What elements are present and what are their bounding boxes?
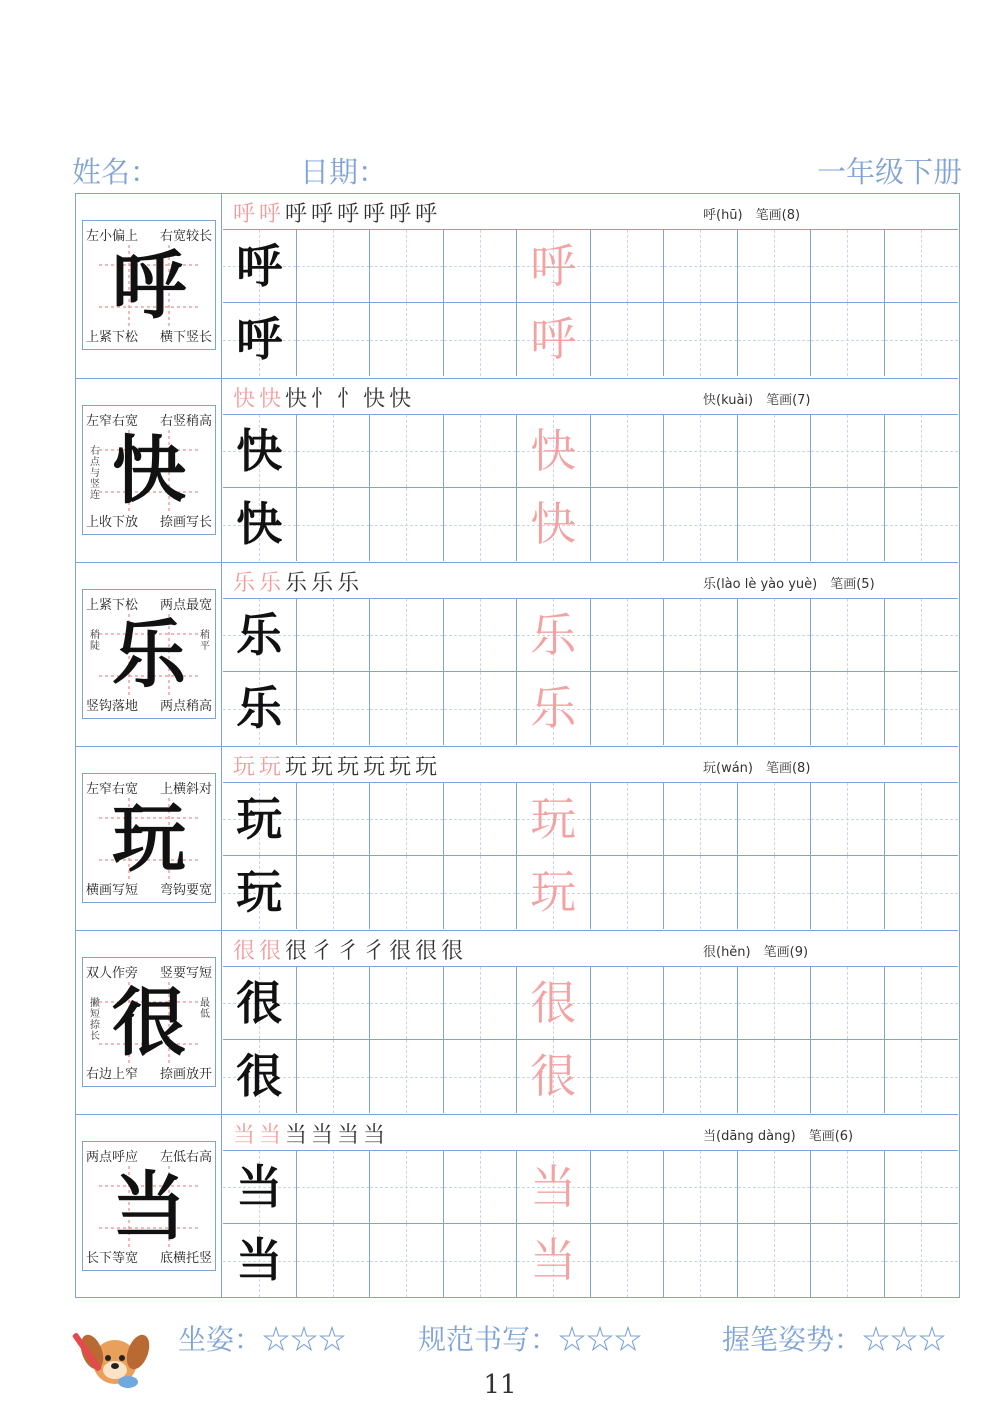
stroke-step: 忄 — [337, 387, 364, 412]
writing-cell[interactable] — [444, 1224, 518, 1297]
writing-cell[interactable] — [664, 1224, 738, 1297]
stroke-step: 呼 — [389, 202, 416, 227]
grip-rating: 握笔姿势：☆☆☆ — [722, 1323, 947, 1356]
character-info: 快(kuài) 笔画(7) — [703, 393, 811, 408]
writing-tip: 竖要写短 — [159, 966, 212, 981]
writing-tip: 长下等宽 — [86, 1251, 139, 1266]
writing-cell[interactable] — [223, 599, 297, 672]
writing-cell[interactable] — [517, 415, 591, 488]
model-column — [76, 931, 222, 1114]
writing-cell[interactable] — [664, 1040, 738, 1113]
writing-cell[interactable] — [297, 783, 371, 856]
stroke-order-strip — [223, 194, 958, 230]
writing-tip: 上收下放 — [86, 515, 139, 530]
trace-character: 快 — [530, 497, 577, 551]
writing-cell[interactable] — [664, 856, 738, 929]
writing-cell[interactable] — [591, 599, 665, 672]
practice-grid — [223, 230, 958, 376]
practice-sheet — [75, 193, 960, 1298]
writing-cell[interactable] — [517, 1151, 591, 1224]
stroke-step: 很 — [285, 939, 312, 964]
writing-cell[interactable] — [370, 783, 444, 856]
writing-cell[interactable] — [297, 1040, 371, 1113]
stroke-step: 呼 — [415, 202, 442, 227]
practice-row — [76, 1114, 958, 1298]
writing-cell[interactable] — [738, 415, 812, 488]
writing-cell[interactable] — [885, 230, 959, 303]
writing-cell[interactable] — [370, 488, 444, 561]
stroke-sequence — [233, 934, 467, 965]
trace-character: 玩 — [530, 865, 577, 919]
writing-cell[interactable] — [370, 967, 444, 1040]
writing-cell[interactable] — [885, 1224, 959, 1297]
stroke-step: 快 — [233, 387, 260, 412]
writing-cell[interactable] — [591, 415, 665, 488]
writing-cell[interactable] — [738, 1224, 812, 1297]
writing-cell[interactable] — [370, 1224, 444, 1297]
trace-character: 乐 — [530, 608, 577, 662]
stroke-step: 玩 — [233, 755, 260, 780]
stroke-step: 呼 — [337, 202, 364, 227]
writing-cell[interactable] — [811, 1040, 885, 1113]
writing-cell[interactable] — [738, 230, 812, 303]
writing-tip: 弯钩要宽 — [159, 883, 212, 898]
stroke-order-strip — [223, 1115, 958, 1151]
writing-cell[interactable] — [591, 672, 665, 745]
writing-cell[interactable] — [223, 1151, 297, 1224]
writing-cell[interactable] — [885, 856, 959, 929]
model-guide — [99, 1166, 199, 1248]
writing-cell[interactable] — [591, 783, 665, 856]
writing-tip: 底横托竖 — [159, 1251, 212, 1266]
model-column — [76, 747, 222, 930]
practice-grid — [223, 415, 958, 561]
writing-cell[interactable] — [297, 599, 371, 672]
model-character: 乐 — [112, 612, 186, 698]
trace-character: 呼 — [530, 312, 577, 366]
trace-character: 很 — [530, 1049, 577, 1103]
writing-cell[interactable] — [664, 230, 738, 303]
model-column — [76, 563, 222, 746]
trace-character: 呼 — [530, 239, 577, 293]
stroke-step: 呼 — [259, 202, 286, 227]
trace-character: 玩 — [530, 792, 577, 846]
stroke-step: 乐 — [337, 571, 364, 596]
trace-character: 当 — [530, 1160, 577, 1214]
writing-cell[interactable] — [811, 1151, 885, 1224]
stroke-step: 当 — [363, 1123, 390, 1148]
writing-cell[interactable] — [223, 967, 297, 1040]
writing-tip: 左小偏上 — [86, 229, 139, 244]
stroke-order-strip — [223, 563, 958, 599]
model-note: 稍陡 — [90, 630, 100, 652]
model-card — [82, 773, 216, 903]
writing-tip: 横画写短 — [86, 883, 139, 898]
stroke-step: 乐 — [233, 571, 260, 596]
stroke-order-strip — [223, 747, 958, 783]
writing-cell[interactable] — [811, 415, 885, 488]
writing-tip: 横下竖长 — [159, 330, 212, 345]
writing-cell[interactable] — [444, 230, 518, 303]
writing-cell[interactable] — [517, 1224, 591, 1297]
writing-cell[interactable] — [297, 230, 371, 303]
writing-cell[interactable] — [517, 599, 591, 672]
writing-cell[interactable] — [223, 672, 297, 745]
stroke-step: 很 — [389, 939, 416, 964]
writing-tip: 上紧下松 — [86, 598, 139, 613]
writing-cell[interactable] — [297, 488, 371, 561]
writing-cell[interactable] — [517, 303, 591, 376]
stroke-step: 快 — [259, 387, 286, 412]
model-column — [76, 379, 222, 562]
writing-cell[interactable] — [885, 783, 959, 856]
writing-cell[interactable] — [885, 488, 959, 561]
writing-cell[interactable] — [811, 488, 885, 561]
model-note: 稍平 — [200, 630, 210, 652]
writing-cell[interactable] — [297, 1224, 371, 1297]
sample-character: 当 — [236, 1160, 283, 1214]
stroke-step: 当 — [311, 1123, 338, 1148]
model-note: 最低 — [200, 998, 210, 1020]
model-note: 撇短捺长 — [90, 998, 100, 1042]
model-guide — [99, 245, 199, 327]
writing-cell[interactable] — [297, 303, 371, 376]
stroke-step: 很 — [259, 939, 286, 964]
stroke-step: 玩 — [363, 755, 390, 780]
stroke-order-strip — [223, 379, 958, 415]
writing-cell[interactable] — [738, 856, 812, 929]
practice-grid — [223, 599, 958, 745]
writing-cell[interactable] — [223, 856, 297, 929]
model-column — [76, 194, 222, 378]
practice-row — [76, 378, 958, 562]
sample-character: 当 — [236, 1233, 283, 1287]
writing-tip: 双人作旁 — [86, 966, 139, 981]
character-info: 当(dāng dàng) 笔画(6) — [703, 1129, 854, 1144]
stroke-step: 很 — [233, 939, 260, 964]
stroke-order-strip — [223, 931, 958, 967]
writing-cell[interactable] — [738, 1040, 812, 1113]
writing-cell[interactable] — [517, 672, 591, 745]
writing-cell[interactable] — [444, 415, 518, 488]
writing-tip: 两点最宽 — [159, 598, 212, 613]
writing-cell[interactable] — [444, 1151, 518, 1224]
stroke-step: 呼 — [311, 202, 338, 227]
sample-character: 很 — [236, 976, 283, 1030]
stroke-step: 彳 — [337, 939, 364, 964]
date-label: 日期： — [300, 155, 388, 189]
stroke-step: 乐 — [285, 571, 312, 596]
stroke-step: 彳 — [311, 939, 338, 964]
model-guide — [99, 982, 199, 1064]
evaluation-footer — [0, 1318, 1000, 1368]
sample-character: 很 — [236, 1049, 283, 1103]
writing-tip: 左窄右宽 — [86, 414, 139, 429]
model-character: 玩 — [112, 796, 186, 882]
writing-cell[interactable] — [297, 967, 371, 1040]
writing-cell[interactable] — [444, 488, 518, 561]
writing-cell[interactable] — [885, 1151, 959, 1224]
writing-cell[interactable] — [738, 967, 812, 1040]
stroke-step: 玩 — [285, 755, 312, 780]
writing-cell[interactable] — [591, 303, 665, 376]
model-card — [82, 589, 216, 719]
writing-cell[interactable] — [885, 967, 959, 1040]
sample-character: 乐 — [236, 681, 283, 735]
writing-cell[interactable] — [591, 1040, 665, 1113]
writing-tip: 捺画放开 — [159, 1067, 212, 1082]
writing-cell[interactable] — [885, 672, 959, 745]
trace-character: 当 — [530, 1233, 577, 1287]
writing-tip: 捺画写长 — [159, 515, 212, 530]
writing-cell[interactable] — [297, 415, 371, 488]
sample-character: 玩 — [236, 865, 283, 919]
stroke-step: 呼 — [285, 202, 312, 227]
stroke-step: 当 — [285, 1123, 312, 1148]
writing-cell[interactable] — [517, 1040, 591, 1113]
writing-cell[interactable] — [738, 303, 812, 376]
stroke-step: 很 — [441, 939, 468, 964]
stroke-step: 快 — [363, 387, 390, 412]
writing-cell[interactable] — [223, 783, 297, 856]
posture-rating: 坐姿：☆☆☆ — [178, 1323, 347, 1356]
trace-character: 很 — [530, 976, 577, 1030]
model-character: 快 — [112, 428, 186, 514]
writing-cell[interactable] — [370, 303, 444, 376]
writing-cell[interactable] — [664, 415, 738, 488]
writing-cell[interactable] — [444, 856, 518, 929]
writing-cell[interactable] — [370, 856, 444, 929]
stroke-step: 乐 — [311, 571, 338, 596]
writing-cell[interactable] — [517, 856, 591, 929]
writing-cell[interactable] — [297, 856, 371, 929]
writing-tip: 两点呼应 — [86, 1150, 139, 1165]
stroke-step: 乐 — [259, 571, 286, 596]
writing-cell[interactable] — [444, 967, 518, 1040]
writing-cell[interactable] — [811, 599, 885, 672]
character-info: 玩(wán) 笔画(8) — [703, 761, 811, 776]
writing-cell[interactable] — [591, 856, 665, 929]
writing-tip: 两点稍高 — [159, 699, 212, 714]
writing-tip: 右边上窄 — [86, 1067, 139, 1082]
writing-cell[interactable] — [591, 488, 665, 561]
stroke-step: 当 — [233, 1123, 260, 1148]
writing-cell[interactable] — [591, 230, 665, 303]
model-note: 右点与竖连 — [90, 446, 100, 501]
sample-character: 快 — [236, 497, 283, 551]
sample-character: 快 — [236, 424, 283, 478]
writing-cell[interactable] — [370, 230, 444, 303]
writing-cell[interactable] — [591, 1224, 665, 1297]
writing-cell[interactable] — [664, 1151, 738, 1224]
practice-grid — [223, 1151, 958, 1297]
stroke-step: 玩 — [259, 755, 286, 780]
writing-cell[interactable] — [664, 783, 738, 856]
writing-tip: 上紧下松 — [86, 330, 139, 345]
writing-cell[interactable] — [811, 783, 885, 856]
stroke-step: 呼 — [363, 202, 390, 227]
writing-cell[interactable] — [223, 303, 297, 376]
writing-cell[interactable] — [664, 599, 738, 672]
writing-cell[interactable] — [517, 967, 591, 1040]
name-label: 姓名： — [72, 155, 160, 189]
writing-cell[interactable] — [885, 599, 959, 672]
practice-grid — [223, 967, 958, 1113]
writing-cell[interactable] — [223, 1224, 297, 1297]
model-guide — [99, 798, 199, 880]
writing-cell[interactable] — [664, 303, 738, 376]
writing-cell[interactable] — [664, 672, 738, 745]
practice-row — [76, 194, 958, 378]
character-info: 很(hěn) 笔画(9) — [703, 945, 809, 960]
trace-character: 快 — [530, 424, 577, 478]
writing-cell[interactable] — [591, 1151, 665, 1224]
writing-cell[interactable] — [738, 599, 812, 672]
grade-label: 一年级下册 — [816, 155, 962, 189]
sample-character: 呼 — [236, 239, 283, 293]
writing-cell[interactable] — [811, 1224, 885, 1297]
writing-cell[interactable] — [223, 230, 297, 303]
writing-cell[interactable] — [738, 488, 812, 561]
practice-row — [76, 562, 958, 746]
practice-row — [76, 746, 958, 930]
writing-cell[interactable] — [811, 672, 885, 745]
writing-cell[interactable] — [223, 415, 297, 488]
model-character: 很 — [112, 980, 186, 1066]
writing-cell[interactable] — [811, 303, 885, 376]
writing-cell[interactable] — [370, 1040, 444, 1113]
model-card — [82, 405, 216, 535]
stroke-step: 当 — [259, 1123, 286, 1148]
writing-cell[interactable] — [297, 1151, 371, 1224]
writing-cell[interactable] — [885, 415, 959, 488]
stroke-step: 呼 — [233, 202, 260, 227]
writing-rating: 规范书写：☆☆☆ — [418, 1323, 643, 1356]
writing-cell[interactable] — [444, 303, 518, 376]
model-guide — [99, 430, 199, 512]
trace-character: 乐 — [530, 681, 577, 735]
sample-character: 玩 — [236, 792, 283, 846]
writing-cell[interactable] — [738, 1151, 812, 1224]
writing-cell[interactable] — [517, 783, 591, 856]
writing-cell[interactable] — [517, 488, 591, 561]
stroke-step: 玩 — [311, 755, 338, 780]
practice-row — [76, 930, 958, 1114]
model-guide — [99, 614, 199, 696]
practice-grid — [223, 783, 958, 929]
writing-cell[interactable] — [738, 672, 812, 745]
writing-cell[interactable] — [811, 967, 885, 1040]
character-info: 呼(hū) 笔画(8) — [703, 208, 801, 223]
page-header — [72, 150, 962, 194]
writing-tip: 右竖稍高 — [159, 414, 212, 429]
page-number: 11 — [483, 1370, 517, 1400]
writing-cell[interactable] — [297, 672, 371, 745]
sample-character: 呼 — [236, 312, 283, 366]
writing-cell[interactable] — [370, 599, 444, 672]
writing-cell[interactable] — [591, 967, 665, 1040]
writing-tip: 右宽较长 — [159, 229, 212, 244]
writing-cell[interactable] — [370, 672, 444, 745]
writing-cell[interactable] — [370, 415, 444, 488]
writing-tip: 上横斜对 — [159, 782, 212, 797]
character-info: 乐(lào lè yào yuè) 笔画(5) — [703, 577, 875, 592]
model-character: 呼 — [112, 243, 186, 329]
stroke-step: 当 — [337, 1123, 364, 1148]
stroke-step: 很 — [415, 939, 442, 964]
writing-cell[interactable] — [444, 1040, 518, 1113]
model-character: 当 — [112, 1164, 186, 1250]
writing-cell[interactable] — [885, 1040, 959, 1113]
writing-cell[interactable] — [811, 230, 885, 303]
stroke-step: 快 — [285, 387, 312, 412]
sample-character: 乐 — [236, 608, 283, 662]
writing-cell[interactable] — [444, 672, 518, 745]
stroke-step: 玩 — [389, 755, 416, 780]
writing-cell[interactable] — [738, 783, 812, 856]
stroke-sequence — [233, 382, 415, 413]
writing-cell[interactable] — [223, 1040, 297, 1113]
stroke-step: 快 — [389, 387, 416, 412]
writing-cell[interactable] — [444, 599, 518, 672]
stroke-sequence — [233, 566, 363, 597]
writing-cell[interactable] — [811, 856, 885, 929]
stroke-step: 玩 — [337, 755, 364, 780]
stroke-step: 彳 — [363, 939, 390, 964]
stroke-step: 忄 — [311, 387, 338, 412]
writing-cell[interactable] — [370, 1151, 444, 1224]
model-card — [82, 220, 216, 350]
writing-cell[interactable] — [223, 488, 297, 561]
model-column — [76, 1115, 222, 1298]
writing-cell[interactable] — [885, 303, 959, 376]
writing-cell[interactable] — [517, 230, 591, 303]
writing-cell[interactable] — [664, 488, 738, 561]
writing-tip: 左低右高 — [159, 1150, 212, 1165]
model-card — [82, 957, 216, 1087]
writing-tip: 左窄右宽 — [86, 782, 139, 797]
stroke-sequence — [233, 197, 441, 228]
stroke-step: 玩 — [415, 755, 442, 780]
model-card — [82, 1141, 216, 1271]
writing-cell[interactable] — [664, 967, 738, 1040]
stroke-sequence — [233, 750, 441, 781]
writing-cell[interactable] — [444, 783, 518, 856]
stroke-sequence — [233, 1118, 389, 1149]
writing-tip: 竖钩落地 — [86, 699, 139, 714]
